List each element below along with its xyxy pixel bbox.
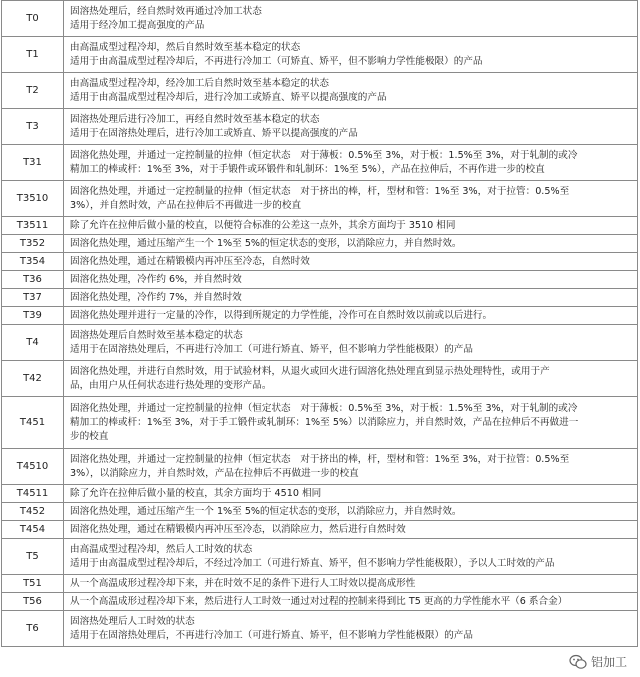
- description-line: 固溶化热处理，并通过一定控制量的拉伸（恒定状态 对于薄板：0.5%至 3%，对于板：1.5%至 3%，对于轧制的或冷: [70, 149, 578, 161]
- description-line: 固溶化热处理，通过压缩产生一个 1%至 5%的恒定状态的变形，以消除应力，并自然时效。: [70, 237, 462, 249]
- description-line: 固溶化热处理并进行一定量的冷作，以得到所规定的力学性能，冷作可在自然时效以前或以后进行。: [70, 309, 493, 321]
- temper-code: T3: [2, 109, 64, 145]
- temper-description: [64, 145, 638, 181]
- temper-code: T5: [2, 539, 64, 575]
- table-row: [2, 593, 638, 611]
- table-row: [2, 575, 638, 593]
- temper-code: T4511: [2, 485, 64, 503]
- temper-code: T56: [2, 593, 64, 611]
- table-row: [2, 253, 638, 271]
- temper-description: [64, 109, 638, 145]
- table-row: [2, 449, 638, 485]
- description-line: 固溶热处理后自然时效至基本稳定的状态: [70, 329, 243, 341]
- watermark: [566, 652, 630, 671]
- table-row: [2, 539, 638, 575]
- temper-code: T42: [2, 361, 64, 397]
- temper-description: [64, 611, 638, 647]
- table-row: [2, 217, 638, 235]
- table-row: [2, 503, 638, 521]
- temper-code: T36: [2, 271, 64, 289]
- description-line: 除了允许在拉伸后做小量的校直，以便符合标准的公差这一点外，其余方面均于 3510 相同: [70, 219, 456, 231]
- temper-code: T2: [2, 73, 64, 109]
- description-line: 固溶化热处理，并进行自然时效，用于试验材料，从退火或回火进行固溶化热处理直到显示热处理特性，或用于产: [70, 365, 550, 377]
- temper-description: [64, 593, 638, 611]
- description-line: 适用于由高温成型过程冷却后，进行冷加工或矫直、矫平以提高强度的产品: [70, 91, 387, 103]
- temper-code: T3510: [2, 181, 64, 217]
- description-line: 固溶热处理后进行冷加工，再经自然时效至基本稳定的状态: [70, 113, 320, 125]
- temper-description: [64, 253, 638, 271]
- temper-description: [64, 181, 638, 217]
- temper-description: [64, 235, 638, 253]
- description-line: 3%），以消除应力，并自然时效，产品在拉伸后不再做进一步的校直: [70, 467, 359, 479]
- description-line: 固溶化热处理，通过压缩产生一个 1%至 5%的恒定状态的变形，以消除应力，并自然时效。: [70, 505, 462, 517]
- temper-designation-table: [1, 0, 638, 647]
- description-line: 由高温成型过程冷却，然后人工时效的状态: [70, 543, 253, 555]
- temper-code: T6: [2, 611, 64, 647]
- watermark-text: 铝加工: [590, 655, 627, 669]
- temper-code: T452: [2, 503, 64, 521]
- description-line: 适用于在固溶热处理后，不再进行冷加工（可进行矫直、矫平，但不影响力学性能极限）的产品: [70, 343, 473, 355]
- description-line: 精加工的棒或杆：1%至 3%，对于手工锻件或轧制环：1%至 5%）以消除应力，并自然时效，产品在拉伸后不再做进一: [70, 416, 579, 428]
- description-line: 由高温成型过程冷却，经冷加工后自然时效至基本稳定的状态: [70, 77, 330, 89]
- temper-code: T451: [2, 397, 64, 449]
- table-row: [2, 271, 638, 289]
- temper-description: [64, 575, 638, 593]
- temper-description: [64, 539, 638, 575]
- table-row: [2, 73, 638, 109]
- description-line: 固溶化热处理，冷作约 7%，并自然时效: [70, 291, 242, 303]
- table-body: [2, 1, 638, 647]
- description-line: 固溶化热处理，并通过一定控制量的拉伸（恒定状态 对于挤出的棒，杆，型材和管：1%至 3%，对于拉管：0.5%至: [70, 185, 570, 197]
- description-line: 固溶化热处理，通过在精锻模内再冲压至冷态，以消除应力，然后进行自然时效: [70, 523, 406, 535]
- temper-code: T51: [2, 575, 64, 593]
- temper-description: [64, 1, 638, 37]
- table-row: [2, 325, 638, 361]
- description-line: 固溶化热处理，并通过一定控制量的拉伸（恒定状态 对于挤出的棒，杆，型材和管：1%至 3%，对于拉管：0.5%至: [70, 453, 570, 465]
- temper-description: [64, 521, 638, 539]
- description-line: 步的校直: [70, 430, 109, 442]
- table-row: [2, 485, 638, 503]
- table-row: [2, 145, 638, 181]
- description-line: 除了允许在拉伸后做小量的校直，其余方面均于 4510 相同: [70, 487, 322, 499]
- temper-description: [64, 73, 638, 109]
- temper-code: T4510: [2, 449, 64, 485]
- table-row: [2, 521, 638, 539]
- temper-description: [64, 271, 638, 289]
- temper-description: [64, 485, 638, 503]
- temper-code: T31: [2, 145, 64, 181]
- table-row: [2, 181, 638, 217]
- temper-code: T0: [2, 1, 64, 37]
- temper-description: [64, 37, 638, 73]
- description-line: 适用于在固溶热处理后，进行冷加工或矫直、矫平以提高强度的产品: [70, 127, 358, 139]
- temper-code: T1: [2, 37, 64, 73]
- temper-code: T3511: [2, 217, 64, 235]
- description-line: 由高温成型过程冷却，然后自然时效至基本稳定的状态: [70, 41, 301, 53]
- table-row: [2, 109, 638, 145]
- description-line: 固溶化热处理，并通过一定控制量的拉伸（恒定状态 对于薄板：0.5%至 3%，对于板：1.5%至 3%，对于轧制的或冷: [70, 402, 578, 414]
- temper-description: [64, 361, 638, 397]
- temper-description: [64, 307, 638, 325]
- table-row: [2, 37, 638, 73]
- description-line: 固溶热处理后人工时效的状态: [70, 615, 195, 627]
- description-line: 固溶化热处理，冷作约 6%，并自然时效: [70, 273, 242, 285]
- description-line: 品，由用户从任何状态进行热处理的变形产品。: [70, 379, 272, 391]
- description-line: 适用于在固溶热处理后，不再进行冷加工（可进行矫直、矫平，但不影响力学性能极限）的产品: [70, 629, 473, 641]
- table-row: [2, 397, 638, 449]
- description-line: 适用于由高温成型过程冷却后，不再进行冷加工（可矫直、矫平，但不影响力学性能极限）的产品: [70, 55, 483, 67]
- temper-description: [64, 325, 638, 361]
- description-line: 适用于经冷加工提高强度的产品: [70, 19, 205, 31]
- table-row: [2, 307, 638, 325]
- temper-code: T37: [2, 289, 64, 307]
- description-line: 固溶化热处理，通过在精锻模内再冲压至冷态，自然时效: [70, 255, 310, 267]
- description-line: 适用于由高温成型过程冷却后，不经过冷加工（可进行矫直、矫平，但不影响力学性能极限），予以人工时效的产品: [70, 557, 555, 569]
- temper-description: [64, 449, 638, 485]
- table-row: [2, 1, 638, 37]
- temper-code: T352: [2, 235, 64, 253]
- temper-description: [64, 217, 638, 235]
- description-line: 3%），并自然时效，产品在拉伸后不再做进一步的校直: [70, 199, 302, 211]
- temper-description: [64, 289, 638, 307]
- description-line: 从一个高温成形过程冷却下来，并在时效不足的条件下进行人工时效以提高成形性: [70, 577, 416, 589]
- table-row: [2, 611, 638, 647]
- wechat-icon: [569, 654, 587, 670]
- temper-description: [64, 503, 638, 521]
- temper-code: T39: [2, 307, 64, 325]
- temper-description: [64, 397, 638, 449]
- description-line: 从一个高温成形过程冷却下来，然后进行人工时效一通过对过程的控制来得到比 T5 更高的力学性能水平（6 系合金）: [70, 595, 568, 607]
- description-line: 精加工的棒或杆：1%至 3%，对于手锻件或环锻件和轧制环：1%至 5%），产品在拉伸后，不再作进一步的校直: [70, 163, 545, 175]
- table-row: [2, 361, 638, 397]
- temper-code: T4: [2, 325, 64, 361]
- temper-code: T354: [2, 253, 64, 271]
- temper-code: T454: [2, 521, 64, 539]
- description-line: 固溶热处理后，经自然时效再通过冷加工状态: [70, 5, 262, 17]
- table-row: [2, 235, 638, 253]
- table-row: [2, 289, 638, 307]
